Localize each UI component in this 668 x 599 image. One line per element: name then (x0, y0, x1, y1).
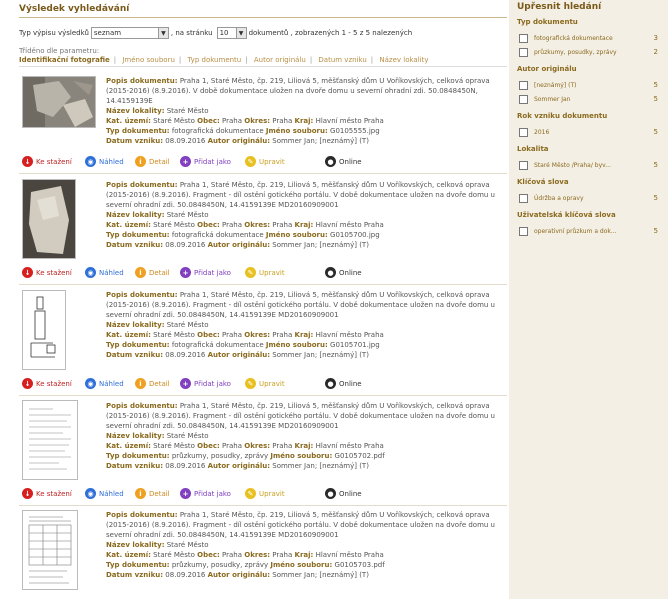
checkbox[interactable] (519, 48, 528, 57)
sort-label: Tříděno dle parametru: (19, 47, 100, 55)
detail-button[interactable]: i Detail (135, 156, 170, 167)
filter-heading: Lokalita (517, 145, 549, 153)
globe-icon: ● (325, 488, 336, 499)
sort-link-doctype[interactable]: Typ dokumentu (187, 56, 242, 64)
document-thumbnail (23, 401, 78, 480)
filter-count: 5 (653, 161, 658, 169)
pencil-icon: ✎ (245, 156, 256, 167)
eye-icon: ◉ (85, 378, 96, 389)
download-icon: ↓ (22, 378, 33, 389)
filter-item[interactable]: fotografická dokumentace 3 (517, 31, 668, 45)
listing-type-value: seznam (93, 29, 122, 37)
record-text: Popis dokumentu: Praha 1, Staré Město, čp. 219, Liliová 5, měšťanský dům U Voříkovských, celková oprava (2015-2016) (8.9.2016). Fragment - díl ostění gotického portálu. V době dokumentace uložen na dvoře domu u severní ohradní zdi. 50.0848450N, 14.4159139E MD20160909001 Název lokality: Staré Město Kat. území: Staré Město Obec: Praha Okres: Praha Kraj: Hlavní město Praha Typ dokumentu: průzkumy, posudky, zprávy Jméno souboru: G0105703.pdf Datum vzniku: 08.09.2016 Autor originálu: Sommer Jan; [neznámý] (T) (106, 511, 495, 579)
pencil-icon: ✎ (245, 488, 256, 499)
edit-button[interactable]: ✎ Upravit (245, 488, 285, 499)
plus-icon: + (180, 156, 191, 167)
sort-link-filename[interactable]: Jméno souboru (122, 56, 175, 64)
drawing-thumbnail (23, 291, 66, 370)
sort-links: Identifikační fotografie | Jméno souboru | Typ dokumentu | Autor originálu | Datum vzniku | Název lokality (19, 56, 429, 64)
fragment-photo-thumbnail (23, 180, 76, 259)
online-button[interactable]: ● Online (325, 156, 362, 167)
record-text: Popis dokumentu: Praha 1, Staré Město, čp. 219, Liliová 5, měšťanský dům U Voříkovských, celková oprava (2015-2016) (8.9.2016). Fragment - díl ostění gotického portálu. V době dokumentace uložen na dvoře domu u severní ohradní zdi. 50.0848450N, 14.4159139E MD20160909001 Název lokality: Staré Město Kat. území: Staré Město Obec: Praha Okres: Praha Kraj: Hlavní město Praha Typ dokumentu: fotografická dokumentace Jméno souboru: G0105701.jpg Datum vzniku: 08.09.2016 Autor originálu: Sommer Jan; [neznámý] (T) (106, 291, 495, 359)
preview-button[interactable]: ◉ Náhled (85, 267, 124, 278)
info-icon: i (135, 488, 146, 499)
globe-icon: ● (325, 267, 336, 278)
checkbox[interactable] (519, 194, 528, 203)
record-thumbnail[interactable] (22, 400, 78, 480)
filter-heading: Uživatelská klíčová slova (517, 211, 616, 219)
filter-item[interactable]: 2016 5 (517, 125, 668, 139)
add-as-button[interactable]: + Přidat jako (180, 267, 231, 278)
filter-count: 5 (653, 227, 658, 235)
eye-icon: ◉ (85, 267, 96, 278)
download-icon: ↓ (22, 267, 33, 278)
filter-group-doctype (517, 18, 668, 59)
globe-icon: ● (325, 156, 336, 167)
refine-sidebar (509, 0, 668, 599)
filter-item[interactable]: Staré Město /Praha/ byv... 5 (517, 158, 668, 172)
document-thumbnail (23, 511, 78, 590)
download-button[interactable]: ↓ Ke stažení (22, 488, 72, 499)
globe-icon: ● (325, 378, 336, 389)
results-title: Výsledek vyhledávání (19, 4, 507, 18)
filter-heading: Klíčová slova (517, 178, 569, 186)
eye-icon: ◉ (85, 488, 96, 499)
download-button[interactable]: ↓ Ke stažení (22, 156, 72, 167)
filter-count: 5 (653, 81, 658, 89)
record-actions (19, 267, 509, 281)
checkbox[interactable] (519, 227, 528, 236)
sort-link-date[interactable]: Datum vzniku (318, 56, 367, 64)
filter-count: 5 (653, 128, 658, 136)
results-summary: dokumentů , zobrazených 1 - 5 z 5 nalezených (248, 29, 413, 37)
filter-heading: Typ dokumentu (517, 18, 578, 26)
record-thumbnail[interactable] (22, 76, 96, 128)
results-panel (19, 0, 509, 579)
listing-type-label: Typ výpisu výsledků (19, 29, 89, 37)
download-icon: ↓ (22, 156, 33, 167)
preview-button[interactable]: ◉ Náhled (85, 378, 124, 389)
record-actions (19, 488, 509, 502)
detail-button[interactable]: i Detail (135, 378, 170, 389)
filter-item[interactable]: Údržba a opravy 5 (517, 191, 668, 205)
filter-group-year (517, 112, 668, 139)
add-as-button[interactable]: + Přidat jako (180, 156, 231, 167)
stone-photo-thumbnail (23, 77, 96, 128)
detail-button[interactable]: i Detail (135, 488, 170, 499)
filter-count: 5 (653, 95, 658, 103)
listing-type-select[interactable] (91, 27, 169, 39)
pencil-icon: ✎ (245, 267, 256, 278)
plus-icon: + (180, 488, 191, 499)
per-page-value: 10 (219, 29, 229, 37)
filter-group-keywords (517, 178, 668, 205)
filter-count: 5 (653, 194, 658, 202)
chevron-down-icon: ▼ (236, 28, 246, 38)
record-actions (19, 156, 509, 170)
filter-group-locality (517, 145, 668, 172)
pencil-icon: ✎ (245, 378, 256, 389)
detail-button[interactable]: i Detail (135, 267, 170, 278)
edit-button[interactable]: ✎ Upravit (245, 378, 285, 389)
info-icon: i (135, 378, 146, 389)
record-text: Popis dokumentu: Praha 1, Staré Město, čp. 219, Liliová 5, měšťanský dům U Voříkovských, celková oprava (2015-2016) (8.9.2016). Fragment - díl ostění gotického portálu. V době dokumentace uložen na dvoře domu u severní ohradní zdi. 50.0848450N, 14.4159139E MD20160909001 Název lokality: Staré Město Kat. území: Staré Město Obec: Praha Okres: Praha Kraj: Hlavní město Praha Typ dokumentu: fotografická dokumentace Jméno souboru: G0105700.jpg Datum vzniku: 08.09.2016 Autor originálu: Sommer Jan; [neznámý] (T) (106, 181, 495, 249)
filter-count: 2 (653, 48, 658, 56)
filter-count: 3 (653, 34, 658, 42)
checkbox[interactable] (519, 161, 528, 170)
add-as-button[interactable]: + Přidat jako (180, 488, 231, 499)
filter-heading: Autor originálu (517, 65, 577, 73)
checkbox[interactable] (519, 128, 528, 137)
plus-icon: + (180, 267, 191, 278)
preview-button[interactable]: ◉ Náhled (85, 488, 124, 499)
info-icon: i (135, 156, 146, 167)
filter-heading: Rok vzniku dokumentu (517, 112, 608, 120)
info-icon: i (135, 267, 146, 278)
listing-controls (19, 26, 509, 40)
eye-icon: ◉ (85, 156, 96, 167)
record-text: Popis dokumentu: Praha 1, Staré Město, čp. 219, Liliová 5, měšťanský dům U Voříkovských, celková oprava (2015-2016) (8.9.2016). Fragment - díl ostění gotického portálu. V době dokumentace uložen na dvoře domu u severní ohradní zdi. 50.0848450N, 14.4159139E MD20160909001 Název lokality: Staré Město Kat. území: Staré Město Obec: Praha Okres: Praha Kraj: Hlavní město Praha Typ dokumentu: průzkumy, posudky, zprávy Jméno souboru: G0105702.pdf Datum vzniku: 08.09.2016 Autor originálu: Sommer Jan; [neznámý] (T) (106, 402, 495, 470)
preview-button[interactable]: ◉ Náhled (85, 156, 124, 167)
chevron-down-icon: ▼ (158, 28, 168, 38)
record-text: Popis dokumentu: Praha 1, Staré Město, čp. 219, Liliová 5, měšťanský dům U Voříkovských, celková oprava (2015-2016) (8.9.2016). V době dokumentace uložen na dvoře domu u severní ohradní zdi. 50.0848450N, 14.4159139E Název lokality: Staré Město Kat. území: Staré Město Obec: Praha Okres: Praha Kraj: Hlavní město Praha Typ dokumentu: fotografická dokumentace Jméno souboru: G0105555.jpg Datum vzniku: 08.09.2016 Autor originálu: Sommer Jan; [neznámý] (T) (106, 77, 490, 145)
record-thumbnail[interactable] (22, 290, 66, 370)
checkbox[interactable] (519, 34, 528, 43)
download-icon: ↓ (22, 488, 33, 499)
edit-button[interactable]: ✎ Upravit (245, 156, 285, 167)
record-actions (19, 378, 509, 392)
edit-button[interactable]: ✎ Upravit (245, 267, 285, 278)
filter-item[interactable]: [neznámý] (T) 5 (517, 78, 668, 92)
checkbox[interactable] (519, 95, 528, 104)
filter-item[interactable]: operativní průzkum a dok... 5 (517, 224, 668, 238)
filter-group-user-keywords (517, 211, 668, 238)
plus-icon: + (180, 378, 191, 389)
online-button[interactable]: ● Online (325, 378, 362, 389)
online-button[interactable]: ● Online (325, 488, 362, 499)
per-page-label: , na stránku (170, 29, 213, 37)
sort-link-photo[interactable]: Identifikační fotografie (19, 56, 110, 64)
sort-link-author[interactable]: Autor originálu (253, 56, 306, 64)
online-button[interactable]: ● Online (325, 267, 362, 278)
record-thumbnail[interactable] (22, 179, 76, 259)
record-thumbnail[interactable] (22, 510, 78, 590)
download-button[interactable]: ↓ Ke stažení (22, 378, 72, 389)
sort-link-locality[interactable]: Název lokality (379, 56, 429, 64)
filter-item[interactable]: průzkumy, posudky, zprávy 2 (517, 45, 668, 59)
add-as-button[interactable]: + Přidat jako (180, 378, 231, 389)
checkbox[interactable] (519, 81, 528, 90)
filter-group-author (517, 65, 668, 106)
per-page-select[interactable] (217, 27, 247, 39)
filter-item[interactable]: Sommer Jan 5 (517, 92, 668, 106)
sidebar-title: Upřesnit hledání (517, 2, 602, 12)
download-button[interactable]: ↓ Ke stažení (22, 267, 72, 278)
